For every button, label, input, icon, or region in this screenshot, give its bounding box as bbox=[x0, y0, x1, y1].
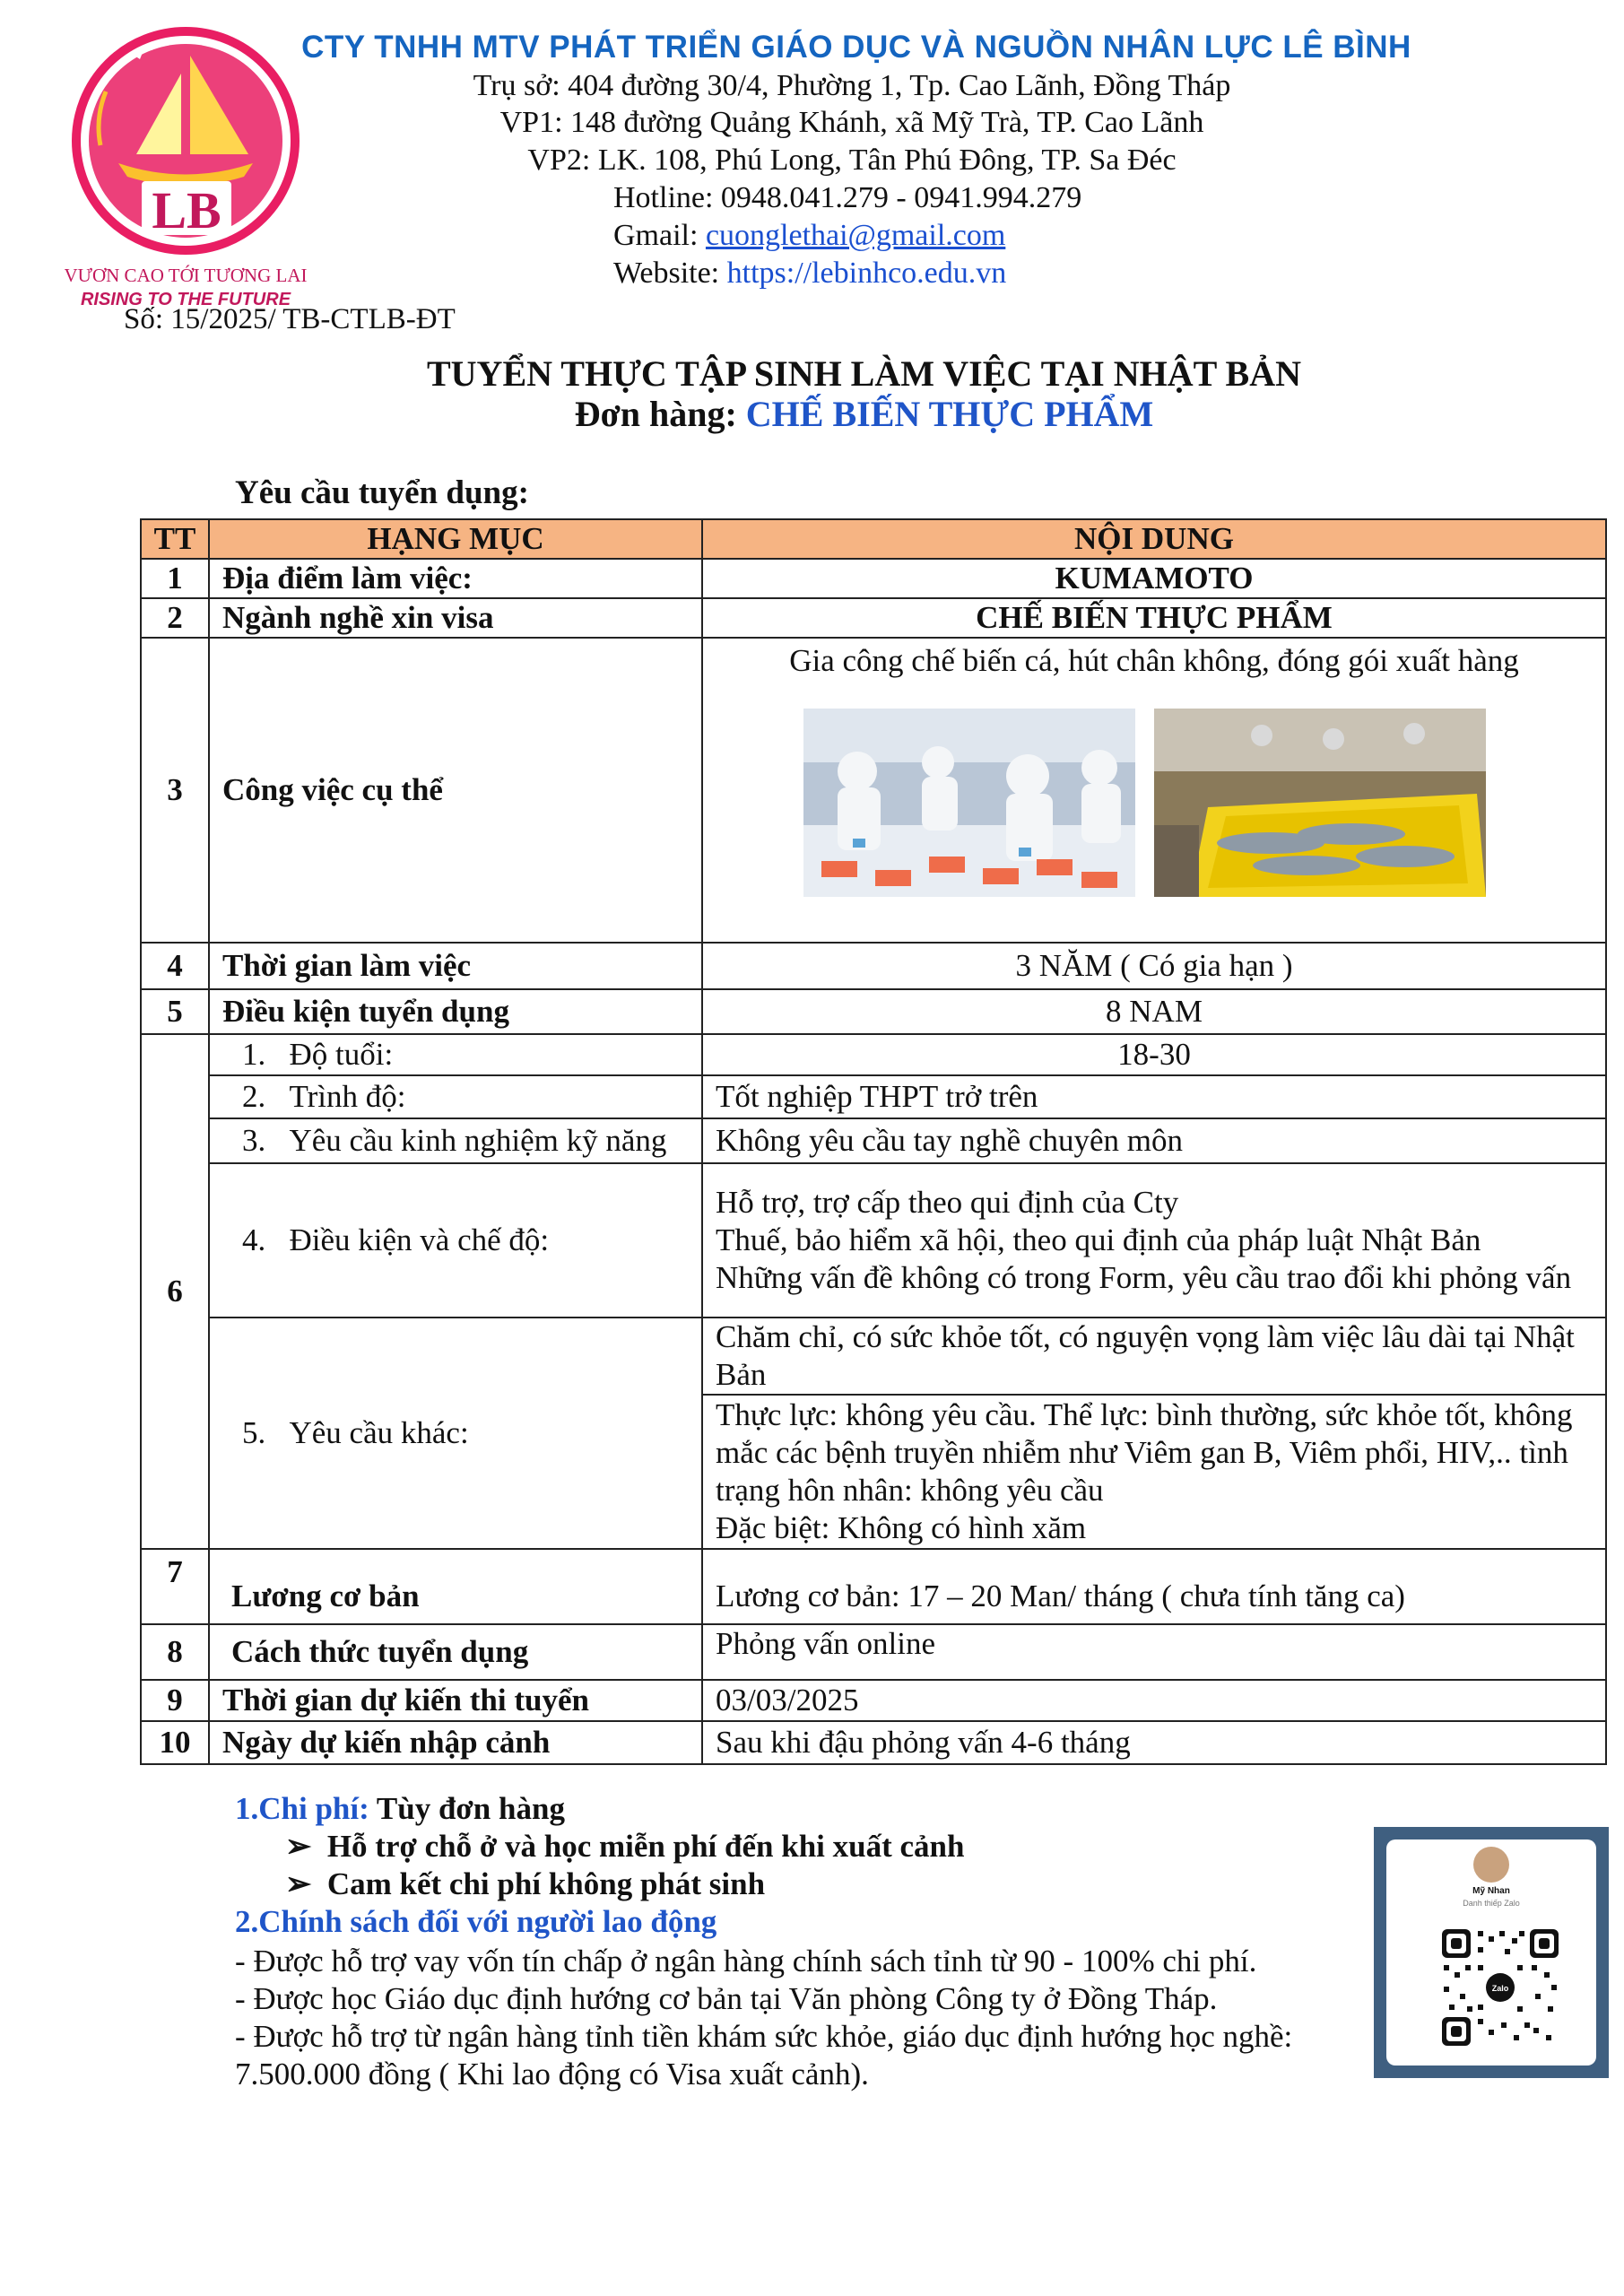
policy-heading: 2.Chính sách đối với người lao động bbox=[235, 1904, 717, 1939]
row-number: 3 bbox=[141, 638, 209, 943]
document-title: TUYỂN THỰC TẬP SINH LÀM VIỆC TẠI NHẬT BẢN bbox=[426, 353, 1302, 394]
table-row bbox=[141, 638, 1606, 943]
row-item: Địa điểm làm việc: bbox=[209, 559, 702, 598]
sub-number: 1. bbox=[242, 1037, 266, 1072]
hotline: Hotline: 0948.041.279 - 0941.994.279 bbox=[613, 181, 1082, 214]
content-line: Hỗ trợ, trợ cấp theo qui định của Cty bbox=[716, 1185, 1179, 1220]
sub-label: Điều kiện và chế độ: bbox=[289, 1222, 550, 1257]
arrow-bullet-icon: ➢ bbox=[285, 1829, 312, 1864]
table-row bbox=[141, 1680, 1606, 1721]
row-content bbox=[702, 1163, 1606, 1318]
col-item: HẠNG MỤC bbox=[209, 519, 702, 559]
row-content: 18-30 bbox=[702, 1034, 1606, 1075]
row-item: Điều kiện tuyển dụng bbox=[209, 989, 702, 1034]
row-item bbox=[209, 1163, 702, 1318]
row-item bbox=[209, 1118, 702, 1163]
table-row bbox=[141, 598, 1606, 638]
table-row bbox=[141, 1549, 1606, 1624]
col-content: NỘI DUNG bbox=[702, 519, 1606, 559]
sub-number: 5. bbox=[242, 1415, 266, 1450]
table-row bbox=[141, 1163, 1606, 1318]
row-number: 4 bbox=[141, 943, 209, 989]
row-content: Tốt nghiệp THPT trở trên bbox=[702, 1075, 1606, 1118]
row-item: Cách thức tuyển dụng bbox=[209, 1624, 702, 1680]
order-label: Đơn hàng: bbox=[574, 394, 746, 434]
sub-number: 3. bbox=[242, 1123, 266, 1158]
qr-code-icon bbox=[1442, 1929, 1559, 2046]
requirements-heading: Yêu cầu tuyển dụng: bbox=[235, 474, 529, 511]
row-number: 5 bbox=[141, 989, 209, 1034]
costs-bullet bbox=[285, 1829, 965, 1865]
row-content: KUMAMOTO bbox=[702, 559, 1606, 598]
row-content: Sau khi đậu phỏng vấn 4-6 tháng bbox=[702, 1721, 1606, 1764]
row-number: 10 bbox=[141, 1721, 209, 1764]
requirements-table bbox=[140, 518, 1607, 1765]
bullet-text: Hỗ trợ chỗ ở và học miễn phí đến khi xuất cảnh bbox=[326, 1829, 965, 1864]
row-item bbox=[209, 1034, 702, 1075]
row-content bbox=[702, 1395, 1606, 1549]
row-content: Lương cơ bản: 17 – 20 Man/ tháng ( chưa tính tăng ca) bbox=[702, 1549, 1606, 1624]
order-line bbox=[52, 393, 1624, 435]
table-header-row bbox=[141, 519, 1606, 559]
row-content-cell bbox=[702, 638, 1606, 943]
row-content: Chăm chỉ, có sức khỏe tốt, có nguyện vọng làm việc lâu dài tại Nhật Bản bbox=[702, 1318, 1606, 1395]
costs-value: Tùy đơn hàng bbox=[376, 1791, 565, 1826]
table-row bbox=[141, 989, 1606, 1034]
costs-bullet bbox=[285, 1866, 765, 1902]
row-number: 8 bbox=[141, 1624, 209, 1680]
qr-name: Mỹ Nhan bbox=[1472, 1886, 1510, 1896]
gmail-line bbox=[613, 219, 1005, 253]
document-number: Số: 15/2025/ TB-CTLB-ĐT bbox=[124, 303, 456, 335]
content-line: Thuế, bảo hiểm xã hội, theo qui định của pháp luật Nhật Bản bbox=[716, 1222, 1481, 1257]
gmail-link[interactable]: cuonglethai@gmail.com bbox=[705, 219, 1006, 252]
table-row bbox=[141, 943, 1606, 989]
row-item: Công việc cụ thể bbox=[209, 638, 702, 943]
row-item: Thời gian làm việc bbox=[209, 943, 702, 989]
table-row bbox=[141, 1318, 1606, 1395]
avatar bbox=[1473, 1847, 1509, 1883]
content-line: Những vấn đề không có trong Form, yêu cầu trao đổi khi phỏng vấn bbox=[716, 1260, 1572, 1295]
row-number: 1 bbox=[141, 559, 209, 598]
order-value: CHẾ BIẾN THỰC PHẨM bbox=[745, 394, 1154, 434]
costs-label: 1.Chi phí: bbox=[235, 1791, 377, 1826]
sub-label: Yêu cầu kinh nghiệm kỹ năng bbox=[289, 1123, 667, 1158]
qr-card-inner bbox=[1386, 1839, 1596, 2066]
sub-number: 2. bbox=[242, 1079, 266, 1114]
qr-subtitle: Danh thiếp Zalo bbox=[1463, 1899, 1520, 1908]
work-photos bbox=[716, 709, 1593, 897]
row-content: 3 NĂM ( Có gia hạn ) bbox=[702, 943, 1606, 989]
bullet-text: Cam kết chi phí không phát sinh bbox=[326, 1866, 766, 1901]
policy-line: 7.500.000 đồng ( Khi lao động có Visa xuất cảnh). bbox=[235, 2057, 869, 2092]
row-content: 8 NAM bbox=[702, 989, 1606, 1034]
row-item: Ngành nghề xin visa bbox=[209, 598, 702, 638]
fish-tray-photo bbox=[1135, 709, 1505, 897]
arrow-bullet-icon: ➢ bbox=[285, 1866, 312, 1901]
sub-label: Yêu cầu khác: bbox=[289, 1415, 469, 1450]
table-row bbox=[141, 1034, 1606, 1075]
table-row bbox=[141, 1118, 1606, 1163]
website-line bbox=[613, 257, 1006, 291]
row-number: 6 bbox=[141, 1034, 209, 1549]
row-content: Không yêu cầu tay nghề chuyên môn bbox=[702, 1118, 1606, 1163]
website-link[interactable]: https://lebinhco.edu.vn bbox=[726, 257, 1007, 290]
row-item: Lương cơ bản bbox=[209, 1549, 702, 1624]
address-vp1: VP1: 148 đường Quảng Khánh, xã Mỹ Trà, TP. Cao Lãnh bbox=[499, 106, 1204, 139]
table-row bbox=[141, 1075, 1606, 1118]
row-number: 2 bbox=[141, 598, 209, 638]
logo-slogan-vi: VƯƠN CAO TỚI TƯƠNG LAI bbox=[65, 265, 307, 286]
company-name: CTY TNHH MTV PHÁT TRIỂN GIÁO DỤC VÀ NGUỒN NHÂN LỰC LÊ BÌNH bbox=[301, 30, 1411, 65]
sub-label: Độ tuổi: bbox=[289, 1037, 394, 1072]
row-item: Thời gian dự kiến thi tuyển bbox=[209, 1680, 702, 1721]
row-content: Phỏng vấn online bbox=[702, 1624, 1606, 1680]
costs-line bbox=[235, 1791, 565, 1827]
row-item bbox=[209, 1318, 702, 1549]
row-item bbox=[209, 1075, 702, 1118]
row-content: Gia công chế biến cá, hút chân không, đóng gói xuất hàng bbox=[789, 643, 1519, 678]
gmail-label: Gmail: bbox=[613, 219, 706, 252]
sub-label: Trình độ: bbox=[289, 1079, 406, 1114]
logo-slogan-en: RISING TO THE FUTURE bbox=[80, 290, 291, 309]
policy-line: - Được học Giáo dục định hướng cơ bản tại Văn phòng Công ty ở Đồng Tháp. bbox=[235, 1981, 1218, 2016]
col-tt: TT bbox=[141, 519, 209, 559]
content-line: Thực lực: không yêu cầu. Thể lực: bình thường, sức khỏe tốt, không mắc các bệnh truyền nhiễm như Viêm gan B, Viêm phổi, HIV,.. tình trạng hôn nhân: không yêu cầu bbox=[716, 1397, 1573, 1508]
table-row bbox=[141, 1721, 1606, 1764]
address-hq: Trụ sở: 404 đường 30/4, Phường 1, Tp. Cao Lãnh, Đồng Tháp bbox=[473, 69, 1231, 102]
policy-line: - Được hỗ trợ từ ngân hàng tỉnh tiền khám sức khỏe, giáo dục định hướng học nghề: bbox=[235, 2019, 1293, 2054]
row-content: CHẾ BIẾN THỰC PHẨM bbox=[702, 598, 1606, 638]
table-row bbox=[141, 559, 1606, 598]
zalo-logo-text: Zalo bbox=[1491, 1984, 1509, 1993]
row-number: 9 bbox=[141, 1680, 209, 1721]
address-vp2: VP2: LK. 108, Phú Long, Tân Phú Đông, TP. Sa Đéc bbox=[527, 144, 1177, 177]
table-row bbox=[141, 1624, 1606, 1680]
row-number: 7 bbox=[141, 1549, 209, 1624]
policy-line: - Được hỗ trợ vay vốn tín chấp ở ngân hàng chính sách tỉnh từ 90 - 100% chi phí. bbox=[235, 1944, 1257, 1979]
sub-number: 4. bbox=[242, 1222, 266, 1257]
content-line: Đặc biệt: Không có hình xăm bbox=[716, 1510, 1087, 1545]
row-content: 03/03/2025 bbox=[702, 1680, 1606, 1721]
factory-workers-photo bbox=[803, 709, 1135, 897]
logo-letters: LB bbox=[152, 181, 221, 239]
row-item: Ngày dự kiến nhập cảnh bbox=[209, 1721, 702, 1764]
website-label: Website: bbox=[613, 257, 727, 290]
zalo-qr-card[interactable] bbox=[1374, 1827, 1609, 2078]
